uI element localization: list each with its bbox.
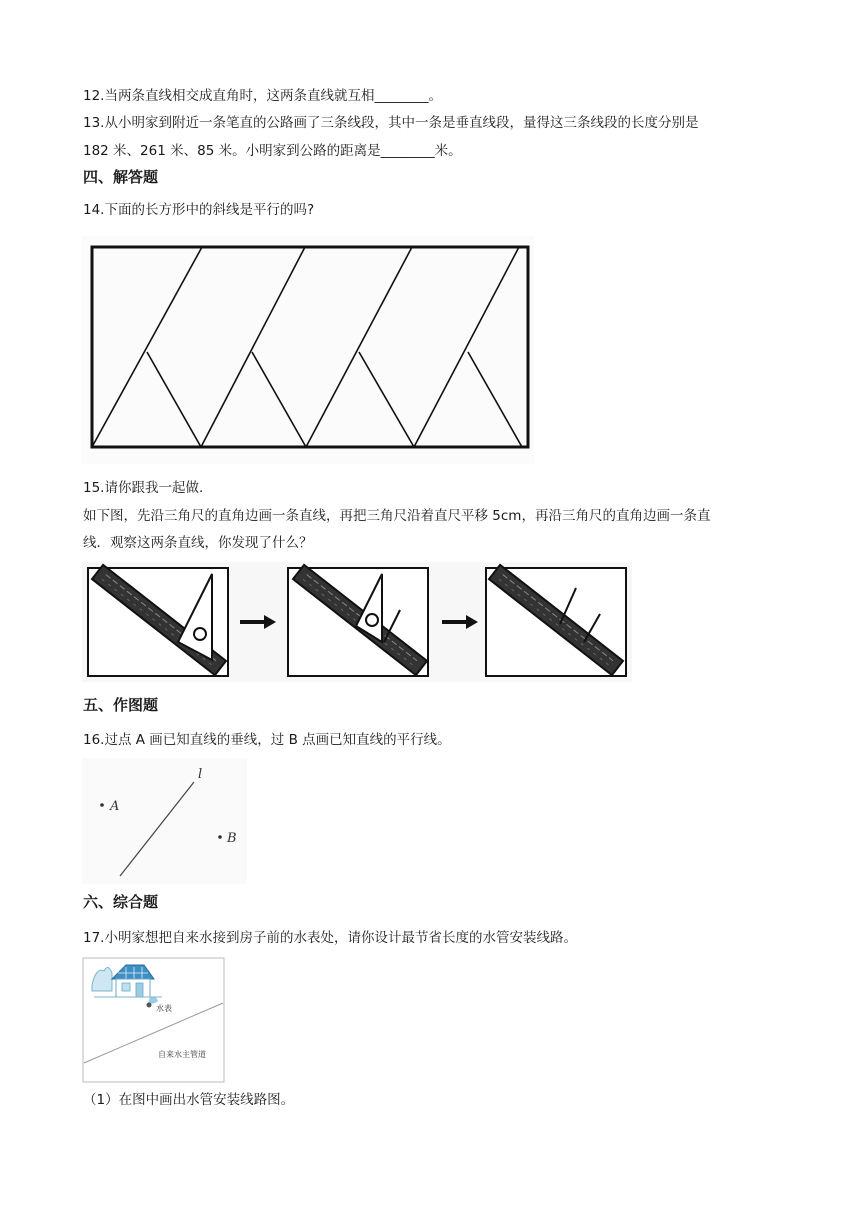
pipe-label: 自来水主管道 bbox=[158, 1050, 206, 1059]
point-a bbox=[100, 803, 104, 807]
point-label-b: B bbox=[227, 831, 237, 846]
question-15-line-2: 线．观察这两条直线，你发现了什么？ bbox=[83, 535, 313, 551]
step-1-panel bbox=[88, 565, 228, 676]
line-label-l: l bbox=[198, 767, 203, 782]
question-14: 14.下面的长方形中的斜线是平行的吗? bbox=[83, 202, 315, 218]
question-16: 16.过点 A 画已知直线的垂线，过 B 点画已知直线的平行线。 bbox=[83, 732, 451, 748]
water-meter-icon bbox=[147, 1003, 152, 1008]
question-17: 17.小明家想把自来水接到房子前的水表处，请你设计最节省长度的水管安装线路。 bbox=[83, 930, 577, 946]
step-2-panel bbox=[288, 565, 428, 676]
water-meter-house-figure bbox=[82, 957, 225, 1083]
section-5-heading: 五、作图题 bbox=[83, 696, 159, 714]
question-12: 12.当两条直线相交成直角时，这两条直线就互相________。 bbox=[83, 88, 442, 104]
section-4-heading: 四、解答题 bbox=[83, 168, 159, 186]
question-17-sub-1: （1）在图中画出水管安装线路图。 bbox=[83, 1092, 295, 1108]
point-label-a: A bbox=[110, 799, 120, 814]
triangle-ruler-steps-figure bbox=[82, 562, 632, 682]
question-15-title: 15.请你跟我一起做. bbox=[83, 480, 204, 496]
point-and-line-figure bbox=[82, 758, 247, 884]
question-13-line-2: 182 米、261 米、85 米。小明家到公路的距离是________米。 bbox=[83, 143, 462, 159]
meter-label: 水表 bbox=[156, 1004, 172, 1013]
question-13-line-1: 13.从小明家到附近一条笔直的公路画了三条线段，其中一条是垂直线段，量得这三条线段的长度分别是 bbox=[83, 115, 699, 131]
point-b bbox=[218, 835, 222, 839]
question-15-line-1: 如下图，先沿三角尺的直角边画一条直线，再把三角尺沿着直尺平移 5cm，再沿三角尺的直角边画一条直 bbox=[83, 508, 711, 524]
step-3-panel bbox=[486, 565, 626, 676]
parallel-lines-rectangle-figure bbox=[82, 236, 534, 464]
section-6-heading: 六、综合题 bbox=[83, 893, 159, 911]
